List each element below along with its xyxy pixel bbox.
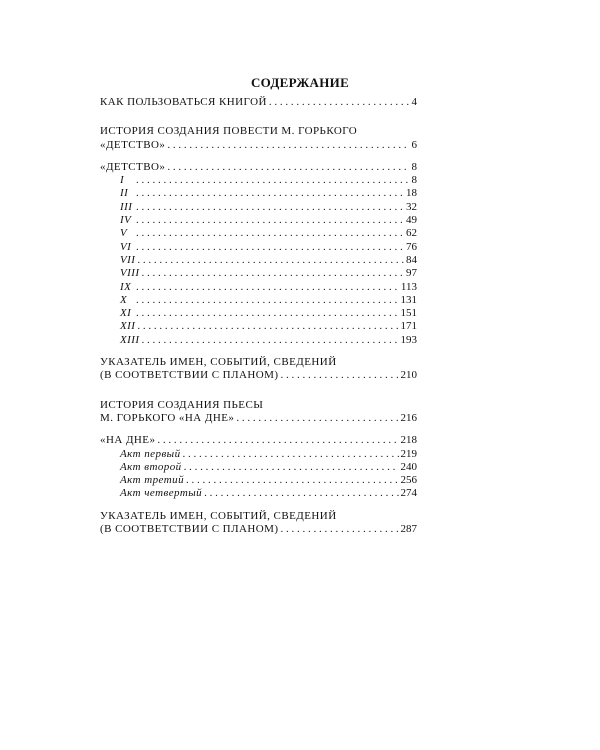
- page-number: 171: [400, 320, 417, 333]
- chapter-label: VIII: [120, 267, 140, 280]
- toc-entry-text: ИСТОРИЯ СОЗДАНИЯ ПОВЕСТИ М. ГОРЬКОГО: [100, 125, 358, 138]
- toc-chapter: [100, 214, 417, 227]
- toc-chapter: [100, 307, 417, 320]
- page-number: 62: [406, 227, 417, 240]
- toc-entry-text: КАК ПОЛЬЗОВАТЬСЯ КНИГОЙ: [100, 96, 267, 108]
- toc-entry-text: «ДЕТСТВО»: [100, 138, 166, 151]
- chapter-label: II: [120, 187, 129, 200]
- page-number: 8: [411, 174, 417, 187]
- toc-entry-lower-depths: [100, 434, 417, 500]
- page-number: 219: [400, 447, 417, 460]
- table-of-contents: [100, 96, 417, 536]
- toc-entry-text: «ДЕТСТВО»: [100, 160, 166, 173]
- page-number: 210: [400, 369, 417, 382]
- toc-chapter: [100, 267, 417, 280]
- toc-chapter: [100, 201, 417, 214]
- dot-leader: [142, 267, 404, 280]
- page-number: 49: [406, 214, 417, 227]
- act-label: Акт четвертый: [120, 487, 203, 500]
- chapter-label: III: [120, 200, 133, 213]
- page-number: 6: [411, 138, 417, 151]
- toc-chapter: [100, 281, 417, 294]
- page-title: СОДЕРЖАНИЕ: [250, 75, 350, 90]
- dot-leader: [137, 320, 398, 333]
- dot-leader: [136, 174, 410, 187]
- dot-leader: [167, 161, 409, 174]
- dot-leader: [136, 187, 404, 200]
- dot-leader: [137, 254, 404, 267]
- toc-chapter: [100, 294, 417, 307]
- page-number: 218: [400, 434, 417, 447]
- page-number: 18: [406, 187, 417, 200]
- dot-leader: [136, 214, 404, 227]
- toc-chapter: [100, 187, 417, 200]
- page-number: 32: [406, 200, 417, 213]
- toc-entry-text: УКАЗАТЕЛЬ ИМЕН, СОБЫТИЙ, СВЕДЕНИЙ: [100, 509, 337, 522]
- toc-act: [100, 487, 417, 500]
- chapter-label: XIII: [120, 333, 140, 346]
- dot-leader: [204, 487, 398, 500]
- page-number: 240: [400, 460, 417, 473]
- toc-entry-text: (В СООТВЕТСТВИИ С ПЛАНОМ): [100, 369, 279, 382]
- toc-entry-how-to-use: [100, 96, 417, 109]
- page-number: 76: [406, 240, 417, 253]
- chapter-label: XII: [120, 320, 136, 333]
- page-number: 4: [411, 96, 417, 108]
- toc-entry-text: (В СООТВЕТСТВИИ С ПЛАНОМ): [100, 523, 279, 536]
- page-number: 131: [400, 293, 417, 306]
- toc-entry-index-2: [100, 510, 417, 537]
- act-label: Акт первый: [120, 447, 181, 460]
- dot-leader: [136, 201, 404, 214]
- toc-chapter: [100, 227, 417, 240]
- toc-entry-history-childhood: [100, 125, 417, 152]
- toc-entry-text: М. ГОРЬКОГО «НА ДНЕ»: [100, 411, 235, 424]
- page-number: 84: [406, 253, 417, 266]
- dot-leader: [186, 474, 398, 487]
- toc-entry-text: УКАЗАТЕЛЬ ИМЕН, СОБЫТИЙ, СВЕДЕНИЙ: [100, 356, 337, 369]
- dot-leader: [281, 369, 399, 382]
- toc-chapter: [100, 334, 417, 347]
- toc-entry-text: ИСТОРИЯ СОЗДАНИЯ ПЬЕСЫ: [100, 398, 264, 411]
- chapter-label: V: [120, 227, 128, 240]
- page-number: 113: [400, 280, 417, 293]
- toc-entry-index-1: [100, 356, 417, 383]
- page-number: 8: [411, 160, 417, 173]
- toc-chapter: [100, 254, 417, 267]
- dot-leader: [269, 96, 410, 109]
- dot-leader: [136, 281, 399, 294]
- toc-entry-childhood: [100, 161, 417, 347]
- toc-act: [100, 461, 417, 474]
- dot-leader: [142, 334, 399, 347]
- page-number: 193: [400, 333, 417, 346]
- act-label: Акт второй: [120, 460, 182, 473]
- chapter-label: IX: [120, 280, 132, 293]
- chapter-label: XI: [120, 307, 132, 320]
- chapter-label: VI: [120, 240, 132, 253]
- page-number: 151: [400, 307, 417, 320]
- toc-act: [100, 448, 417, 461]
- dot-leader: [157, 434, 398, 447]
- dot-leader: [236, 412, 398, 425]
- chapter-label: IV: [120, 214, 132, 227]
- dot-leader: [183, 448, 399, 461]
- page-number: 256: [400, 474, 417, 487]
- chapter-label: VII: [120, 253, 136, 266]
- toc-entry-history-lower-depths: [100, 399, 417, 426]
- page-number: 216: [400, 411, 417, 424]
- chapter-label: X: [120, 293, 128, 306]
- page-number: 287: [400, 523, 417, 536]
- dot-leader: [184, 461, 399, 474]
- dot-leader: [136, 294, 399, 307]
- toc-chapter: [100, 241, 417, 254]
- page-number: 274: [400, 487, 417, 500]
- dot-leader: [136, 241, 404, 254]
- page-number: 97: [406, 267, 417, 280]
- dot-leader: [136, 307, 399, 320]
- toc-chapter: [100, 320, 417, 333]
- dot-leader: [167, 139, 409, 152]
- toc-act: [100, 474, 417, 487]
- toc-chapter: [100, 174, 417, 187]
- chapter-label: I: [120, 174, 125, 187]
- toc-entry-text: «НА ДНЕ»: [100, 434, 156, 447]
- act-label: Акт третий: [120, 474, 185, 487]
- dot-leader: [136, 227, 404, 240]
- dot-leader: [281, 523, 399, 536]
